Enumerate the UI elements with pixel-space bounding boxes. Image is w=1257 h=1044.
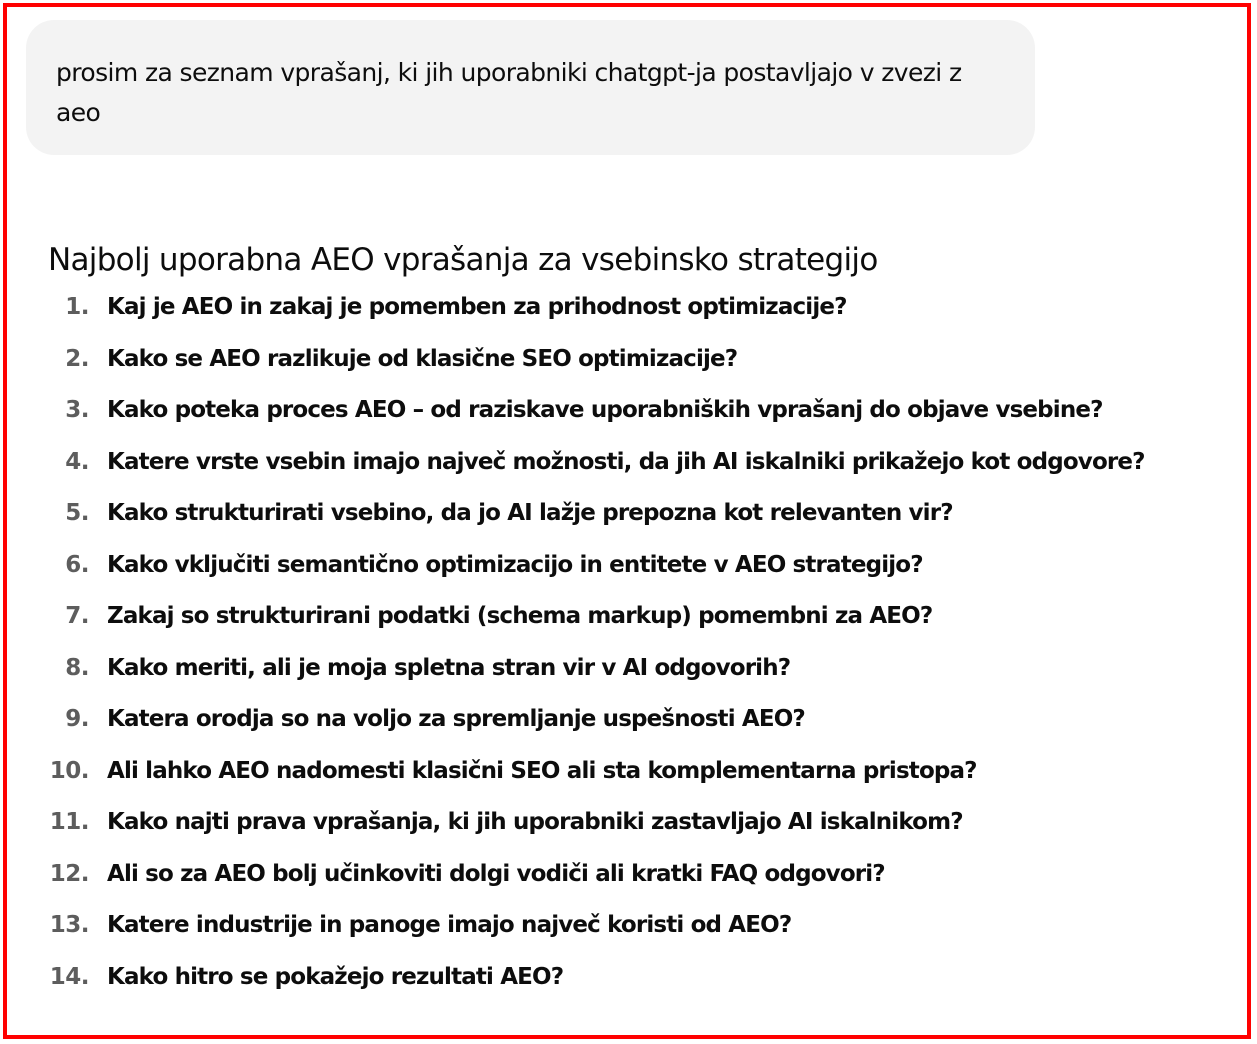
list-item-text: Kako poteka proces AEO – od raziskave uporabniških vprašanj do objave vsebine?	[107, 397, 1103, 423]
list-number: 9.	[65, 706, 89, 732]
list-number: 6.	[65, 551, 89, 578]
list-item	[48, 449, 1248, 501]
list-number: 2.	[65, 345, 89, 372]
list-item	[48, 294, 1248, 346]
list-number: 8.	[65, 654, 89, 681]
list-item-text: Kaj je AEO in zakaj je pomemben za prihodnost optimizacije?	[107, 294, 847, 320]
list-number: 14.	[49, 963, 89, 990]
list-item-text: Katera orodja so na voljo za spremljanje uspešnosti AEO?	[107, 706, 805, 732]
user-message-text: prosim za seznam vprašanj, ki jih uporabniki chatgpt-ja postavljajo v zvezi z aeo	[56, 58, 962, 127]
list-number: 1.	[65, 294, 89, 320]
list-item-text: Kako meriti, ali je moja spletna stran vir v AI odgovorih?	[107, 654, 791, 681]
list-item	[48, 397, 1248, 449]
list-item	[48, 964, 1248, 1016]
list-item-text: Kako najti prava vprašanja, ki jih uporabniki zastavljajo AI iskalnikom?	[107, 809, 963, 835]
answer-heading: Najbolj uporabna AEO vprašanja za vsebinsko strategijo	[48, 242, 878, 278]
list-item-text: Katere vrste vsebin imajo največ možnosti, da jih AI iskalniki prikažejo kot odgovore?	[107, 448, 1145, 475]
list-item	[48, 809, 1248, 861]
list-item-text: Zakaj so strukturirani podatki (schema markup) pomembni za AEO?	[107, 603, 933, 629]
list-number: 12.	[49, 860, 89, 887]
assistant-message	[48, 238, 1248, 1015]
list-number: 4.	[65, 448, 89, 475]
list-item	[48, 346, 1248, 398]
list-item	[48, 861, 1248, 913]
list-number: 11.	[49, 809, 89, 835]
list-item	[48, 552, 1248, 604]
list-number: 7.	[65, 603, 89, 629]
list-item-text: Kako strukturirati vsebino, da jo AI lažje prepozna kot relevanten vir?	[107, 500, 953, 526]
user-message-bubble	[26, 20, 1035, 155]
list-item-text: Katere industrije in panoge imajo največ koristi od AEO?	[107, 912, 792, 938]
list-item	[48, 603, 1248, 655]
list-item-text: Ali lahko AEO nadomesti klasični SEO ali sta komplementarna pristopa?	[107, 757, 977, 784]
list-item	[48, 912, 1248, 964]
list-number: 10.	[49, 757, 89, 784]
list-number: 13.	[49, 912, 89, 938]
list-item-text: Kako se AEO razlikuje od klasične SEO optimizacije?	[107, 345, 738, 372]
list-item-text: Ali so za AEO bolj učinkoviti dolgi vodiči ali kratki FAQ odgovori?	[107, 860, 885, 887]
list-item	[48, 655, 1248, 707]
list-item	[48, 500, 1248, 552]
list-item	[48, 706, 1248, 758]
list-item	[48, 758, 1248, 810]
list-number: 5.	[65, 500, 89, 526]
question-list	[48, 294, 1248, 1015]
list-item-text: Kako vključiti semantično optimizacijo in entitete v AEO strategijo?	[107, 551, 923, 578]
list-number: 3.	[65, 397, 89, 423]
list-item-text: Kako hitro se pokažejo rezultati AEO?	[107, 963, 564, 990]
